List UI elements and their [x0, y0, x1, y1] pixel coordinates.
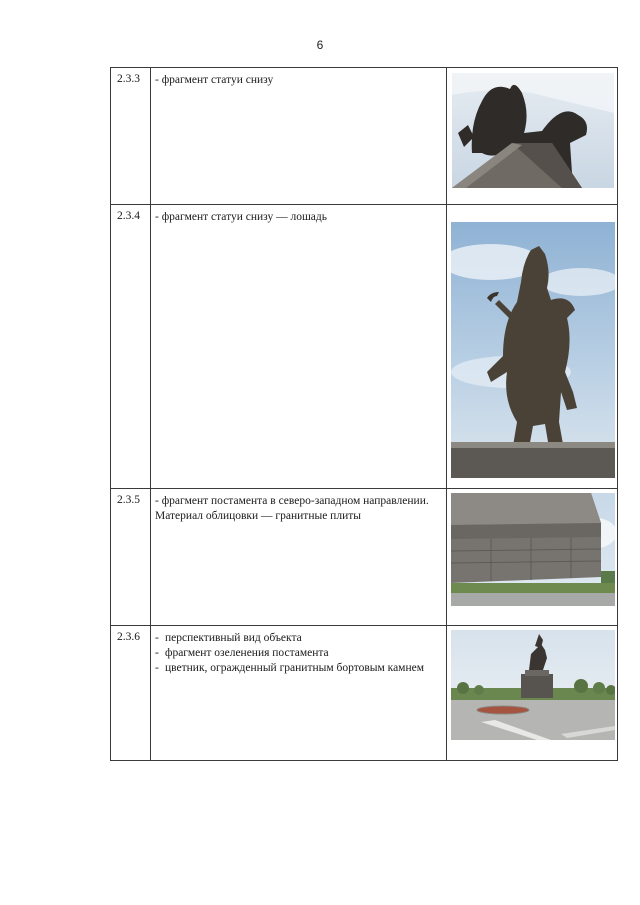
- table-row: [111, 205, 618, 489]
- list-item: - перспективный вид объекта: [155, 631, 440, 646]
- description-list: [155, 631, 440, 676]
- row-photo-cell: [447, 626, 618, 761]
- row-description: - фрагмент статуи снизу — лошадь: [151, 205, 447, 489]
- row-number: 2.3.4: [111, 205, 151, 489]
- statue-fragment-from-below-photo: [452, 73, 614, 188]
- table-row: [111, 626, 618, 761]
- row-description: - фрагмент статуи снизу: [151, 68, 447, 205]
- list-item: - цветник, огражденный гранитным бортовым камнем: [155, 661, 440, 676]
- monument-photo-table: [110, 67, 618, 761]
- pedestal-northwest-photo: [451, 493, 615, 606]
- table-row: [111, 489, 618, 626]
- row-photo-cell: [447, 489, 618, 626]
- row-photo-cell: [447, 205, 618, 489]
- statue-horse-from-below-photo: [451, 222, 615, 478]
- monument-perspective-view-photo: [451, 630, 615, 740]
- list-item: - фрагмент озеленения постамента: [155, 646, 440, 661]
- row-number: 2.3.6: [111, 626, 151, 761]
- row-photo-cell: [447, 68, 618, 205]
- row-description: - фрагмент постамента в северо-западном направлении. Материал облицовки — гранитные плиты: [151, 489, 447, 626]
- row-description: [151, 626, 447, 761]
- row-number: 2.3.5: [111, 489, 151, 626]
- table-row: [111, 68, 618, 205]
- row-number: 2.3.3: [111, 68, 151, 205]
- page-number: 6: [316, 38, 324, 52]
